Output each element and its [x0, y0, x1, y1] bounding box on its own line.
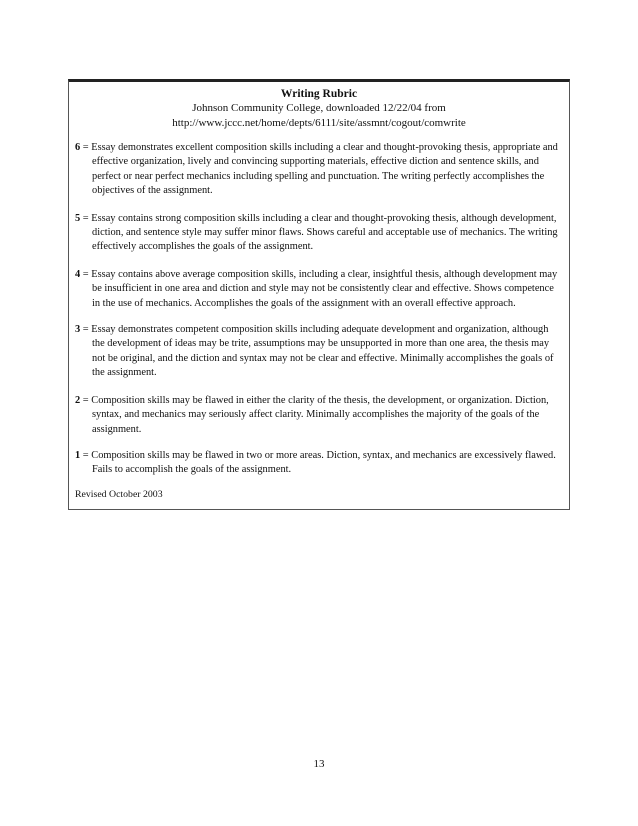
page-number: 13 — [313, 758, 325, 770]
rubric-title: Writing Rubric — [280, 88, 358, 100]
score-separator: = — [80, 449, 92, 461]
source-line-url: http://www.jccc.net/home/depts/6111/site/assmnt/cogout/comwrite — [172, 117, 466, 129]
score-separator: = — [80, 324, 92, 336]
source-line-institution: Johnson Community College, downloaded 12/22/04 from — [192, 102, 446, 114]
rubric-item-score-3 — [75, 323, 563, 381]
score-label: 4 — [75, 268, 81, 280]
score-separator: = — [80, 142, 92, 153]
score-description: Composition skills may be flawed in either the clarity of the thesis, the development, or organization. Diction, syntax, and mechanics may seriously affect clarity. Minimally accomplishes the majority of the goals of the assignment. — [91, 394, 549, 435]
score-label: 3 — [75, 324, 81, 336]
score-label: 5 — [75, 212, 81, 224]
score-label: 6 — [75, 142, 81, 153]
score-description: Essay demonstrates excellent composition skills including a clear and thought-provoking thesis, appropriate and effective organization, lively and convincing supporting materials, effective diction and sentence skills, and perfect or near perfect mechanics including spelling and punctuation. The writing perfectly accomplishes the objectives of the assignment. — [91, 142, 558, 197]
score-description: Essay demonstrates competent composition skills including adequate development and organization, although the development of ideas may be trite, assumptions may be unsupported in more than one area, the thesis may not be original, and the diction and syntax may not be clear and effective. Minimally accomplishes the goals of the assignment. — [91, 324, 554, 379]
rubric-item-score-1 — [75, 449, 563, 478]
score-description: Essay contains above average composition skills, including a clear, insightful thesis, although development may be insufficient in one area and diction and style may not be consistently clear and effective. Shows competence in the use of mechanics. Accomplishes the goals of the assignment with an overall effective approach. — [91, 268, 558, 309]
rubric-box — [68, 79, 570, 510]
score-separator: = — [80, 212, 92, 224]
score-description: Composition skills may be flawed in two or more areas. Diction, syntax, and mechanics are excessively flawed. Fails to accomplish the goals of the assignment. — [91, 449, 556, 476]
score-label: 1 — [75, 449, 81, 461]
rubric-item-score-6 — [75, 141, 563, 199]
rubric-item-score-2 — [75, 394, 563, 437]
score-separator: = — [80, 394, 92, 406]
revised-note: Revised October 2003 — [75, 488, 163, 500]
score-label: 2 — [75, 394, 81, 406]
rubric-item-score-5 — [75, 212, 563, 255]
score-separator: = — [80, 268, 92, 280]
rubric-item-score-4 — [75, 268, 563, 311]
score-description: Essay contains strong composition skills including a clear and thought-provoking thesis, although development, diction, and sentence style may suffer minor flaws. Shows careful and acceptable use of mechanics. The writing effectively accomplishes the goals of the assignment. — [91, 212, 558, 253]
